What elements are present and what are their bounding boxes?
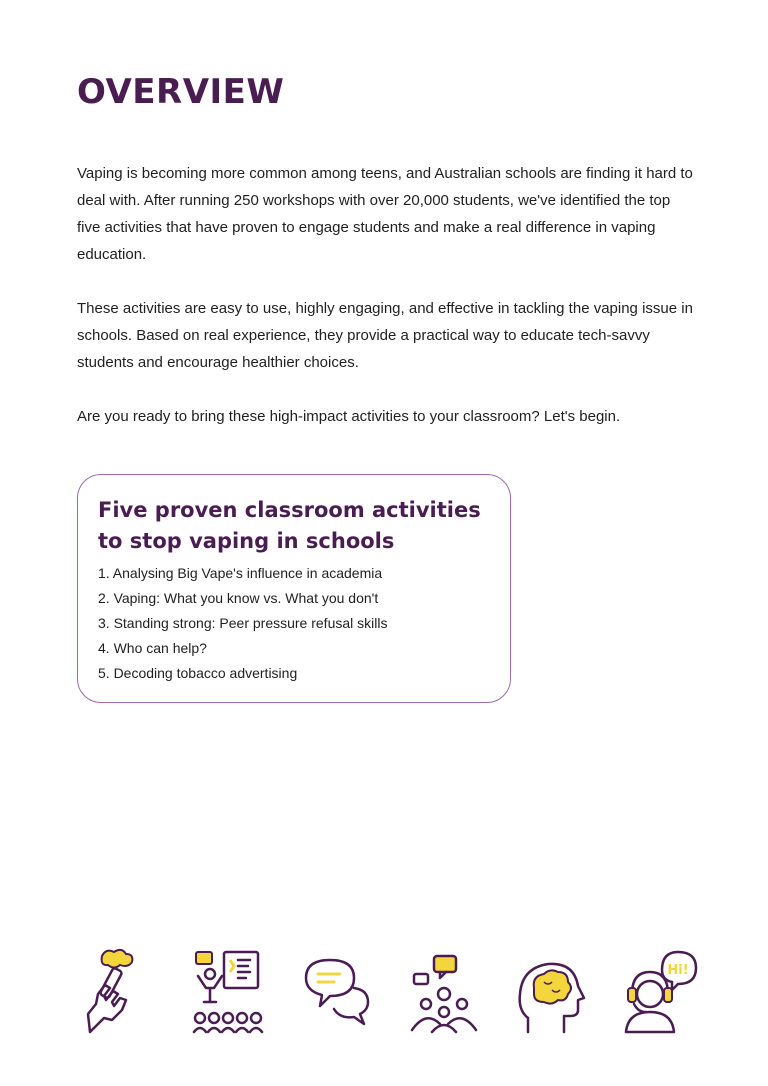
classroom-presentation-icon [190,948,266,1034]
activities-box [77,474,511,703]
activities-list [98,561,490,686]
intro-paragraph-2: These activities are easy to use, highly engaging, and effective in tackling the vaping issue in schools. Based on real experience, they provide a practical way to educate tech-savvy students and encourage healthier choices. [77,300,693,371]
brain-head-icon [514,948,590,1034]
intro-paragraph-1: Vaping is becoming more common among teens, and Australian schools are finding it hard to deal with. After running 250 workshops with over 20,000 students, we've identified the top five activities that have proven to engage students and make a real difference in vaping education. [77,165,693,263]
activities-heading-line-2: to stop vaping in schools [98,529,395,553]
activity-item: 4. Who can help? [98,640,207,656]
hi-bubble-text: Hi! [667,963,689,978]
activity-item: 2. Vaping: What you know vs. What you don't [98,590,379,606]
activity-item: 1. Analysing Big Vape's influence in academia [98,565,383,581]
intro-paragraph-3: Are you ready to bring these high-impact activities to your classroom? Let's begin. [77,408,621,425]
icon-row [82,942,698,1034]
helpline-headset-icon [622,948,698,1034]
speech-bubbles-icon [298,948,374,1034]
activities-box-heading [98,495,490,557]
activity-item: 3. Standing strong: Peer pressure refusal skills [98,615,388,631]
page-title: OVERVIEW [77,72,285,112]
activity-item: 5. Decoding tobacco advertising [98,665,298,681]
activities-heading-line-1: Five proven classroom activities [98,498,481,522]
vape-hand-icon [82,948,158,1034]
group-discussion-icon [406,948,482,1034]
